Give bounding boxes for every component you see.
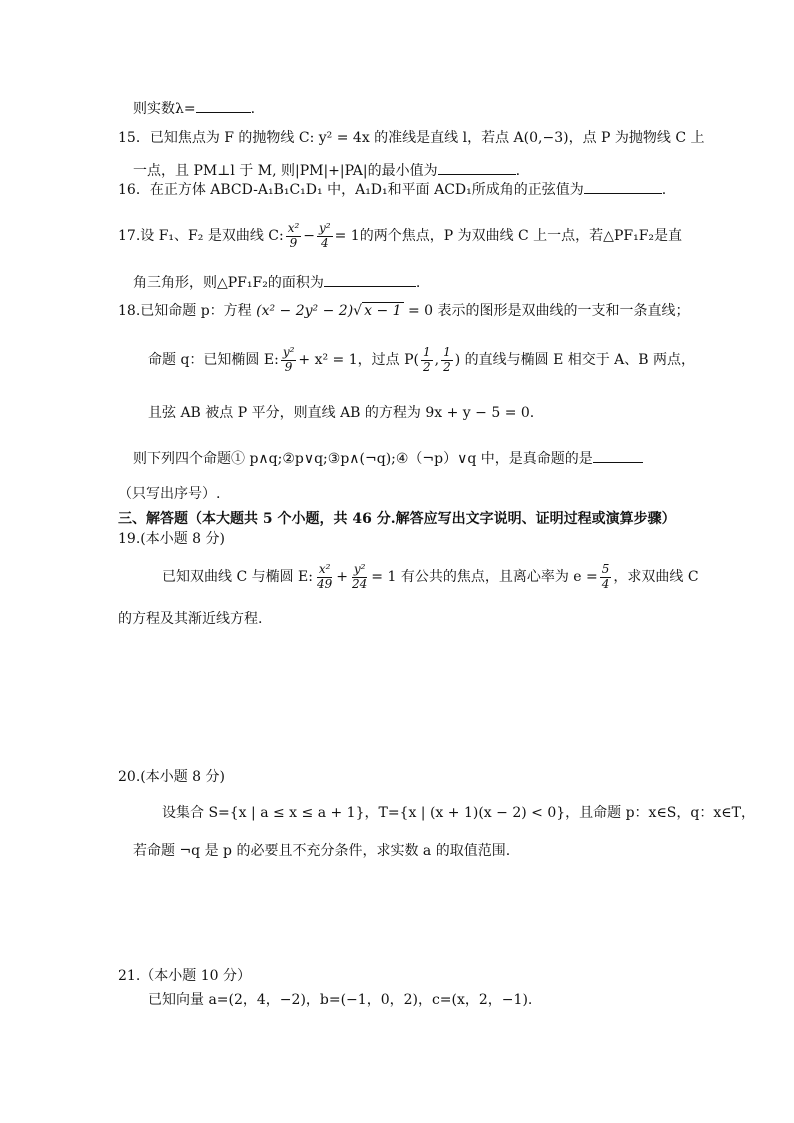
q18-line4	[133, 450, 643, 466]
q18-frac-y	[281, 346, 297, 375]
q21-header: 21.（本小题 10 分）	[118, 968, 251, 984]
q18-line3: 且弦 AB 被点 P 平分，则直线 AB 的方程为 9x + y − 5 = 0.	[148, 405, 535, 421]
q18-prefix: 18.已知命题 p：方程	[118, 303, 252, 319]
q19-prefix: 已知双曲线 C 与椭圆 E:	[162, 569, 313, 586]
frac-den: 4	[320, 235, 329, 250]
q17-suffix: 的两个焦点，P 为双曲线 C 上一点，若△PF₁F₂是直	[359, 228, 683, 245]
q14-text: 则实数λ=	[133, 101, 196, 117]
q18-q-mid: + x² = 1，过点 P(	[298, 352, 419, 369]
q17-frac-y	[317, 222, 333, 251]
q20-line1: 设集合 S={x | a ≤ x ≤ a + 1}，T={x | (x + 1)(x − 2) < 0}，且命题 p：x∈S，q：x∈T，	[162, 805, 755, 821]
q18-line1	[118, 304, 690, 318]
frac-den: 49	[317, 576, 333, 591]
q19-line1	[162, 563, 699, 592]
q17-prefix: 17.设 F₁、F₂ 是双曲线 C:	[118, 228, 284, 245]
answer-blank	[438, 162, 516, 175]
frac-num: 1	[443, 345, 451, 359]
q15-end: .	[515, 163, 521, 179]
q19-line2: 的方程及其渐近线方程.	[118, 611, 263, 627]
q14-tail	[133, 100, 255, 116]
q14-end: .	[250, 101, 256, 117]
q21-line1: 已知向量 a=(2，4，−2)，b=(−1，0，2)，c=(x，2，−1).	[148, 992, 533, 1008]
q17-line1	[118, 222, 682, 251]
frac-num: y²	[353, 562, 366, 576]
q18-line4-text: 则下列四个命题① p∧q;②p∨q;③p∧(¬q);④（¬p）∨q 中，是真命题的是	[133, 451, 593, 467]
frac-num: x²	[318, 562, 331, 576]
q19-suffix: ，求双曲线 C	[613, 569, 699, 586]
frac-den: 9	[289, 235, 298, 250]
q20-line2: 若命题 ¬q 是 p 的必要且不充分条件，求实数 a 的取值范围.	[133, 843, 511, 859]
frac-num: y²	[282, 345, 295, 359]
answer-blank	[593, 450, 643, 463]
sqrt-sign: √	[353, 303, 363, 319]
q19-frac-x	[315, 563, 334, 592]
answer-blank	[196, 100, 251, 113]
q16-text: 16．在正方体 ABCD-A₁B₁C₁D₁ 中，A₁D₁和平面 ACD₁所成角的正弦值为	[118, 182, 584, 198]
q18-line5: （只写出序号）.	[118, 486, 221, 502]
q18-expr: (x² − 2y² − 2)	[256, 303, 354, 319]
comma: ,	[434, 352, 440, 369]
frac-num: 1	[422, 345, 431, 359]
frac-num: x²	[287, 221, 300, 235]
q18-q-suffix: ) 的直线与椭圆 E 相交于 A、B 两点，	[454, 352, 696, 369]
equals-one: = 1	[334, 228, 360, 245]
q18-q-prefix: 命题 q：已知椭圆 E:	[148, 352, 279, 369]
q16	[118, 181, 666, 197]
section-heading: 三、解答题（本大题共 5 个小题，共 46 分.解答应写出文字说明、证明过程或演算步骤）	[118, 511, 676, 527]
q16-end: .	[661, 182, 667, 198]
q15-line2	[133, 162, 520, 178]
frac-num: 5	[601, 562, 610, 576]
plus-sign: +	[336, 569, 349, 586]
q19-mid: = 1 有公共的焦点，且离心率为 e =	[371, 569, 598, 586]
q18-suffix: = 0 表示的图形是双曲线的一支和一条直线；	[407, 303, 690, 319]
q15-line1: 15．已知焦点为 F 的抛物线 C: y² = 4x 的准线是直线 l，若点 A(0,−3)，点 P 为抛物线 C 上	[118, 130, 705, 146]
frac-den: 9	[284, 359, 293, 374]
q17-line2-text: 角三角形，则△PF₁F₂的面积为	[133, 275, 324, 291]
sqrt-content: x − 1	[364, 303, 402, 319]
q17-line2	[133, 274, 420, 290]
q17-frac-x	[286, 222, 302, 251]
q15-line2-text: 一点，且 PM⊥l 于 M, 则|PM|+|PA|的最小值为	[133, 163, 438, 179]
answer-blank	[324, 274, 416, 287]
frac-den: 2	[422, 359, 431, 374]
frac-den: 2	[443, 359, 451, 374]
q17-end: .	[415, 275, 421, 291]
q18-q-line	[148, 346, 695, 375]
frac-den: 24	[352, 576, 368, 591]
frac-den: 4	[601, 576, 610, 591]
point-frac-2	[441, 346, 453, 375]
q20-header: 20.(本小题 8 分)	[118, 769, 225, 785]
eccentricity-frac	[600, 563, 612, 592]
answer-blank	[584, 181, 662, 194]
q19-frac-y	[350, 563, 369, 592]
point-frac-1	[421, 346, 433, 375]
minus-sign: −	[303, 228, 316, 245]
q19-header: 19.(本小题 8 分)	[118, 531, 225, 547]
frac-num: y²	[319, 221, 331, 235]
